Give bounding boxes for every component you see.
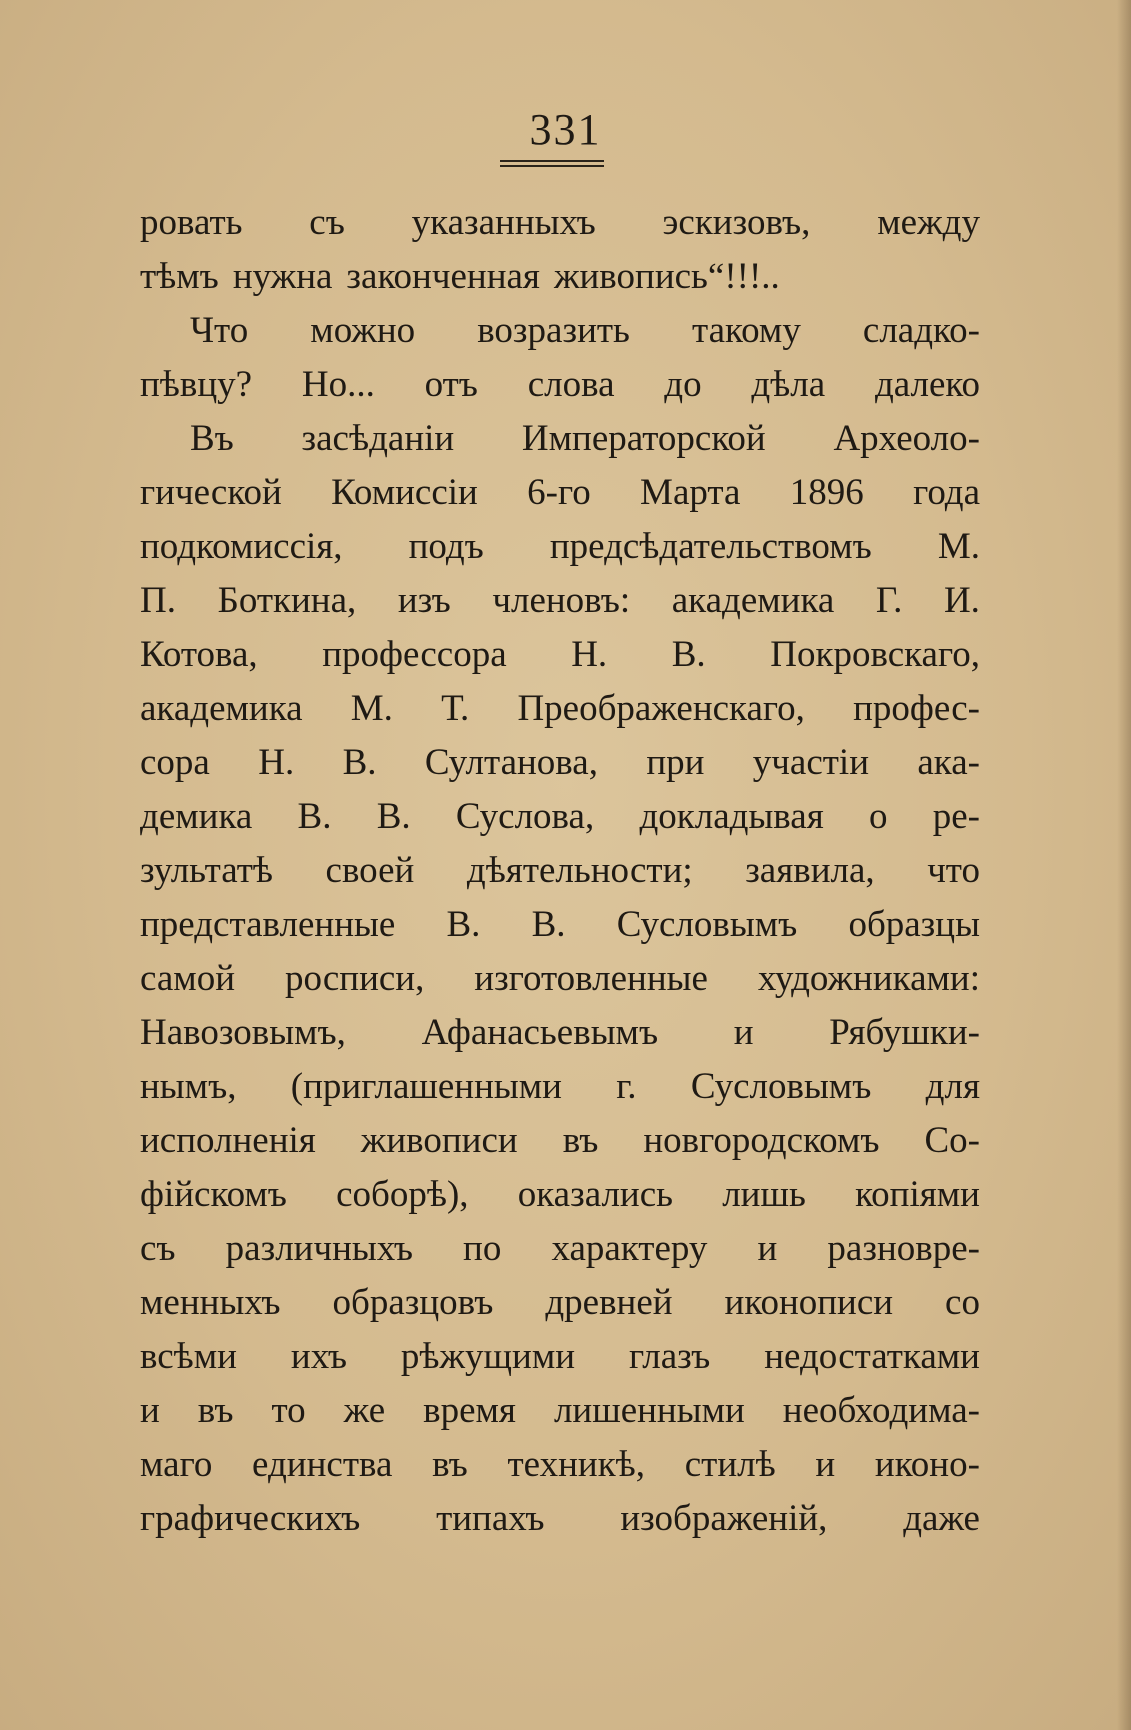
- word: въ: [197, 1390, 234, 1431]
- word: и: [757, 1228, 778, 1269]
- word: можно: [310, 310, 416, 351]
- word: Что: [190, 310, 249, 351]
- text-line: [140, 412, 980, 466]
- text-line: [140, 1060, 980, 1114]
- word: профессора: [322, 634, 507, 675]
- word: лишенными: [553, 1390, 745, 1431]
- word: различныхъ: [225, 1228, 413, 1269]
- word: членовъ:: [492, 580, 631, 621]
- word: глазъ: [629, 1336, 711, 1377]
- header-rule-top: [500, 160, 604, 162]
- word: между: [877, 202, 980, 243]
- word: профес-: [853, 688, 980, 729]
- word: о: [868, 796, 888, 837]
- word: года: [913, 472, 980, 513]
- word: пѣвцу?: [140, 364, 253, 405]
- word: изъ: [397, 580, 451, 621]
- word: дѣятельности;: [466, 850, 693, 891]
- word: менныхъ: [140, 1282, 281, 1323]
- word: съ: [309, 202, 345, 243]
- word: Сусловымъ: [616, 904, 798, 945]
- word: гической: [140, 472, 282, 513]
- text-line: [140, 952, 980, 1006]
- word: копіями: [855, 1174, 980, 1215]
- word: фійскомъ: [140, 1174, 287, 1215]
- word: типахъ: [436, 1498, 545, 1539]
- page-number: 331: [529, 105, 602, 154]
- word: ровать: [140, 202, 243, 243]
- text-line: [140, 466, 980, 520]
- text-line: [140, 358, 980, 412]
- word: зультатѣ: [140, 850, 273, 891]
- text-line: [140, 1492, 980, 1546]
- word: Сусловымъ: [690, 1066, 872, 1107]
- word: Комиссіи: [331, 472, 478, 513]
- text-line: [140, 1276, 980, 1330]
- word: В.: [376, 796, 411, 837]
- word: рѣжущими: [400, 1336, 576, 1377]
- word: указанныхъ: [411, 202, 596, 243]
- text-line: [140, 304, 980, 358]
- word: 1896: [789, 472, 864, 513]
- word: въ: [562, 1120, 599, 1161]
- word: Со-: [924, 1120, 980, 1161]
- word: художниками:: [757, 958, 980, 999]
- text-line: [140, 628, 980, 682]
- word: графическихъ: [140, 1498, 361, 1539]
- word: отъ: [424, 364, 478, 405]
- word: и: [815, 1444, 836, 1485]
- text-line: [140, 1168, 980, 1222]
- word: академика: [140, 688, 303, 729]
- word: академика: [671, 580, 835, 621]
- word: необходима-: [782, 1390, 980, 1431]
- text-line: [140, 1330, 980, 1384]
- word: подъ: [408, 526, 484, 567]
- text-line: [140, 682, 980, 736]
- word: при: [646, 742, 705, 783]
- word: дѣла: [751, 364, 826, 405]
- word: Афанасьевымъ: [421, 1012, 659, 1053]
- word: П.: [140, 580, 176, 621]
- word: М.: [350, 688, 393, 729]
- word: тѣмъ: [140, 256, 219, 297]
- word: новгородскомъ: [643, 1120, 880, 1161]
- word: единства: [252, 1444, 393, 1485]
- word: В.: [342, 742, 377, 783]
- word: характеру: [551, 1228, 708, 1269]
- word: и: [140, 1390, 160, 1431]
- word: В.: [531, 904, 566, 945]
- word: разновре-: [827, 1228, 980, 1269]
- word: Въ: [190, 418, 234, 459]
- word: иконописи: [724, 1282, 894, 1323]
- word: докладывая: [639, 796, 824, 837]
- text-line: [140, 844, 980, 898]
- word: эскизовъ,: [662, 202, 811, 243]
- page-edge-shadow: [1117, 0, 1131, 1730]
- word: живопись“!!!..: [553, 256, 780, 297]
- word: со: [945, 1282, 980, 1323]
- word: самой: [140, 958, 236, 999]
- word: Суслова,: [455, 796, 595, 837]
- word: по: [463, 1228, 502, 1269]
- word: такому: [692, 310, 801, 351]
- word: Котова,: [140, 634, 258, 675]
- word: же: [343, 1390, 386, 1431]
- word: представленные: [140, 904, 396, 945]
- word: своей: [325, 850, 415, 891]
- word: участіи: [752, 742, 869, 783]
- header-rule-bottom: [500, 165, 604, 167]
- word: и: [733, 1012, 754, 1053]
- word: Н.: [571, 634, 608, 675]
- word: Марта: [640, 472, 741, 513]
- word: стилѣ: [684, 1444, 776, 1485]
- word: въ: [432, 1444, 468, 1485]
- word: всѣми: [140, 1336, 237, 1377]
- text-line: [140, 736, 980, 790]
- word: Археоло-: [833, 418, 980, 459]
- body-text: [140, 196, 980, 1546]
- word: образцы: [848, 904, 980, 945]
- word: маго: [140, 1444, 213, 1485]
- text-line: [140, 1438, 980, 1492]
- word: исполненія: [140, 1120, 316, 1161]
- word: подкомиссія,: [140, 526, 343, 567]
- word: возразить: [477, 310, 630, 351]
- word: Навозовымъ,: [140, 1012, 346, 1053]
- text-line: [140, 1222, 980, 1276]
- text-line: [140, 1114, 980, 1168]
- word: предсѣдательствомъ: [549, 526, 872, 567]
- word: что: [927, 850, 980, 891]
- word: Покровскаго,: [770, 634, 980, 675]
- text-line: [140, 1006, 980, 1060]
- word: техникѣ,: [507, 1444, 646, 1485]
- word: В.: [446, 904, 481, 945]
- word: оказались: [517, 1174, 674, 1215]
- word: демика: [140, 796, 253, 837]
- word: изготовленные: [474, 958, 708, 999]
- word: Но...: [301, 364, 375, 405]
- word: В.: [297, 796, 332, 837]
- word: живописи: [360, 1120, 518, 1161]
- text-line: [140, 250, 980, 304]
- word: М.: [937, 526, 980, 567]
- word: образцовъ: [332, 1282, 494, 1323]
- word: нужна: [232, 256, 333, 297]
- word: заявила,: [745, 850, 875, 891]
- word: г.: [616, 1066, 637, 1107]
- word: ре-: [932, 796, 980, 837]
- word: ака-: [917, 742, 980, 783]
- word: до: [664, 364, 702, 405]
- text-line: [140, 520, 980, 574]
- word: И.: [943, 580, 980, 621]
- word: Т.: [441, 688, 470, 729]
- word: (приглашенными: [290, 1066, 562, 1107]
- word: В.: [671, 634, 706, 675]
- word: ихъ: [290, 1336, 347, 1377]
- word: слова: [527, 364, 615, 405]
- word: Преображенскаго,: [517, 688, 805, 729]
- word: иконо-: [874, 1444, 980, 1485]
- word: Боткина,: [217, 580, 357, 621]
- text-line: [140, 790, 980, 844]
- word: даже: [903, 1498, 980, 1539]
- text-line: [140, 1384, 980, 1438]
- word: Рябушки-: [829, 1012, 980, 1053]
- word: росписи,: [284, 958, 425, 999]
- word: 6-го: [527, 472, 591, 513]
- text-line: [140, 196, 980, 250]
- word: для: [925, 1066, 980, 1107]
- word: изображеній,: [620, 1498, 828, 1539]
- word: Султанова,: [424, 742, 598, 783]
- word: далеко: [874, 364, 980, 405]
- word: лишь: [722, 1174, 806, 1215]
- word: Императорской: [521, 418, 766, 459]
- word: нымъ,: [140, 1066, 237, 1107]
- word: законченная: [346, 256, 540, 297]
- word: сора: [140, 742, 210, 783]
- word: засѣданіи: [301, 418, 455, 459]
- word: соборѣ),: [336, 1174, 469, 1215]
- word: время: [423, 1390, 516, 1431]
- word: съ: [140, 1228, 176, 1269]
- word: Г.: [875, 580, 903, 621]
- word: Н.: [258, 742, 295, 783]
- text-line: [140, 574, 980, 628]
- word: древней: [545, 1282, 673, 1323]
- text-line: [140, 898, 980, 952]
- word: то: [271, 1390, 306, 1431]
- word: недостатками: [764, 1336, 980, 1377]
- word: сладко-: [862, 310, 980, 351]
